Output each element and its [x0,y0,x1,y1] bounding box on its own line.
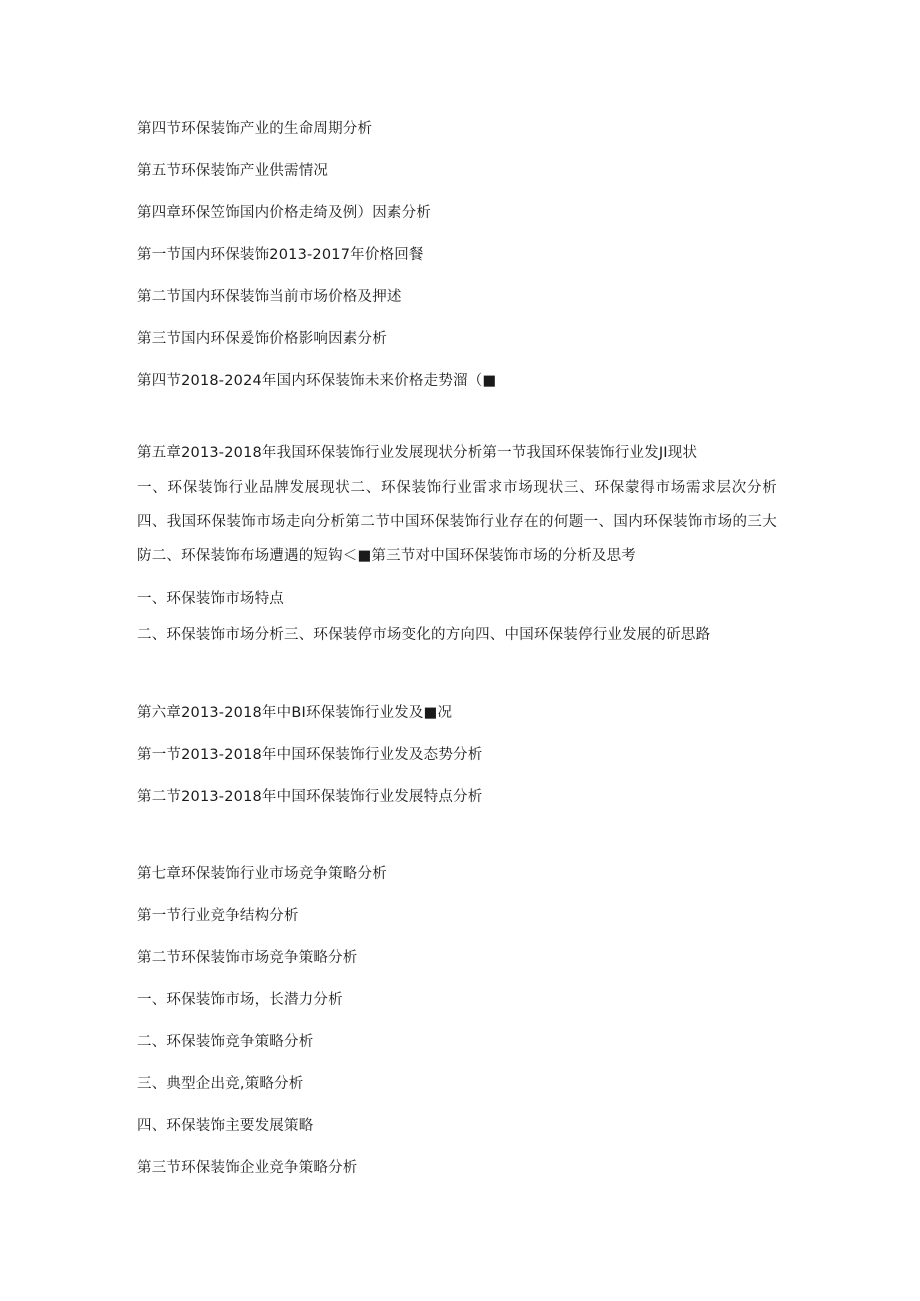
toc-line-competition-strategy: 二、环保装饰竞争策略分析 [137,1034,314,1050]
toc-line-price-factors: 第三节国内环保爰饰价格影响因素分析 [137,331,387,347]
toc-line-chapter-7: 第七章环保装饰行业市场竞争策略分析 [137,866,387,882]
toc-line-chapter-4: 第四章环保笠饰国内价格走绮及例）因素分析 [137,205,431,221]
toc-line-competition-structure: 第一节行业竞争结构分析 [137,908,299,924]
toc-line-development-trend: 第一节2013-2018年中国环保装饰行业发及态势分析 [137,747,483,763]
toc-line-price-trend: 第四节2018-2024年国内环保装饰未来价格走势溜（■ [137,373,497,389]
toc-line-growth-potential: 一、环保装饰市场，长潜力分析 [137,992,343,1008]
toc-line-enterprise-strategy: 第三节环保装饰企业竞争策略分析 [137,1160,358,1176]
toc-paragraph-chapter-5-items: 一、环保装饰行业品牌发展现状二、环保装饰行业雷求市场现状三、环保蒙得市场需求层次分析四、我国环保装饰市场走向分析第二节中国环保装饰行业存在的何题一、国内环保装饰市场的三大防二、环保装饰布场遭遇的短钩＜■第三节对中国环保装饰市场的分析及思考 [137,480,777,564]
toc-line-current-price: 第二节国内环保装饰当前市场价格及押述 [137,289,402,305]
toc-line-market-features: 一、环保装饰市场特点 [137,591,284,607]
toc-line-chapter-5: 第五章2013-2018年我国环保装饰行业发展现状分析第一节我国环保装饰行业发JI现状 [137,445,698,461]
toc-line-development-features: 第二节2013-2018年中国环保装饰行业发展特点分析 [137,789,483,805]
toc-line-chapter-6: 第六章2013-2018年中BI环保装饰行业发及■况 [137,705,453,721]
toc-line-price-review: 第一节国内环保装饰2013-2017年价格回餐 [137,247,424,263]
toc-line-market-competition-strategy: 第二节环保装饰市场竞争策略分析 [137,950,358,966]
toc-line-typical-enterprise: 三、典型企出竞,策略分析 [137,1076,304,1092]
toc-line-market-analysis: 二、环保装饰市场分析三、环保装停市场变化的方向四、中国环保装停行业发展的斫思路 [137,627,711,643]
toc-line-section-lifecycle: 第四节环保装饰产业的生命周期分析 [137,121,373,137]
toc-line-section-supply-demand: 第五节环保装饰产业供需情况 [137,163,329,179]
toc-line-development-strategy: 四、环保装饰主要发展策略 [137,1118,314,1134]
